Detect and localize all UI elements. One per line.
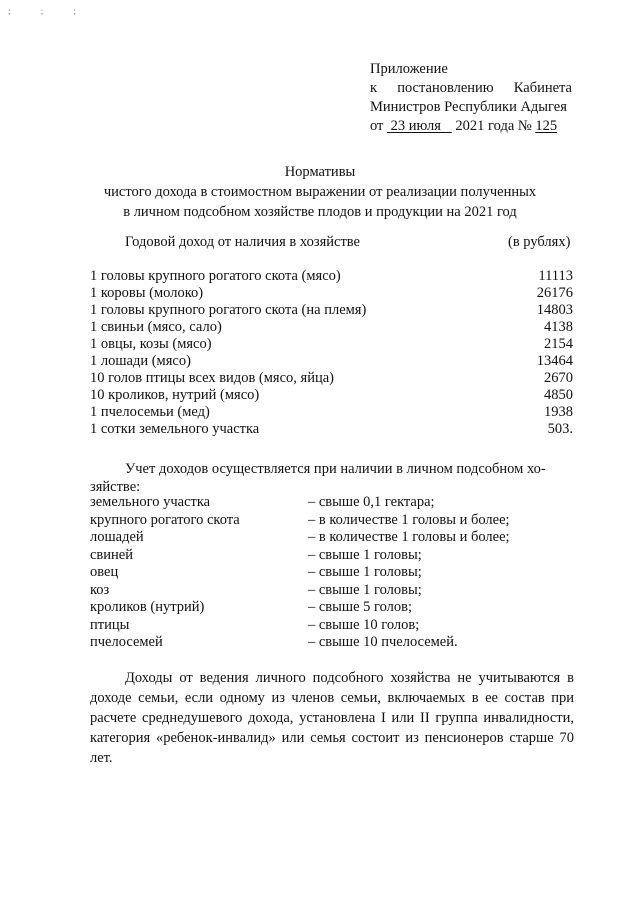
condition-row — [90, 529, 574, 547]
scan-marks: ; ; ; — [8, 6, 91, 16]
row-value: 4850 — [544, 387, 573, 403]
row-item: 1 коровы (молоко) — [90, 285, 204, 301]
table-header-income: Годовой доход от наличия в хозяйстве — [125, 234, 360, 250]
row-value: 26176 — [536, 285, 573, 301]
condition-name: коз — [90, 581, 110, 598]
condition-row — [90, 634, 574, 652]
row-item: 1 лошади (мясо) — [90, 353, 191, 369]
row-item: 1 головы крупного рогатого скота (мясо) — [90, 268, 341, 284]
condition-row — [90, 494, 574, 512]
table-row — [90, 404, 573, 421]
condition-name: крупного рогатого скота — [90, 511, 240, 528]
row-item: 1 свиньи (мясо, сало) — [90, 319, 222, 335]
condition-rule: – в количестве 1 головы и более; — [308, 529, 510, 545]
condition-name: лошадей — [90, 529, 144, 545]
condition-rule: – свыше 1 головы; — [308, 546, 422, 563]
accounting-conditions — [90, 494, 574, 652]
row-value: 2154 — [544, 336, 573, 352]
table-row — [90, 370, 573, 387]
condition-rule: – свыше 1 головы; — [308, 564, 422, 580]
appendix-ministers: Министров Республики Адыгея — [370, 99, 567, 115]
condition-name: птицы — [90, 616, 130, 633]
condition-rule: – свыше 1 головы; — [308, 581, 422, 598]
title-line-1: Нормативы — [284, 164, 356, 180]
title-line-2: чистого дохода в стоимостном выражении от реализации полученных — [103, 184, 537, 200]
condition-rule: – свыше 10 голов; — [308, 616, 420, 633]
condition-row — [90, 599, 574, 617]
row-item: 1 пчелосемьи (мед) — [90, 404, 210, 420]
condition-row — [90, 617, 574, 635]
appendix-resolution: постановлению — [397, 80, 494, 96]
table-header-units: (в рублях) — [508, 234, 571, 250]
condition-name: пчелосемей — [90, 634, 163, 650]
condition-row — [90, 564, 574, 582]
table-row — [90, 387, 573, 404]
table-row — [90, 319, 573, 336]
condition-row — [90, 547, 574, 565]
row-item: 1 головы крупного рогатого скота (на племя) — [90, 302, 367, 318]
income-table — [90, 268, 573, 438]
table-row — [90, 285, 573, 302]
table-row — [90, 353, 573, 370]
row-value: 2670 — [544, 370, 573, 386]
row-item: 1 овцы, козы (мясо) — [90, 336, 212, 352]
condition-row — [90, 512, 574, 530]
row-value: 4138 — [544, 319, 573, 335]
document-title — [60, 162, 580, 222]
resolution-number: 125 — [535, 118, 558, 134]
accounting-intro-line-1: Учет доходов осуществляется при наличии в личном подсобном хо- — [125, 461, 546, 477]
resolution-year: 2021 года № — [455, 118, 532, 134]
table-row — [90, 421, 573, 438]
table-row — [90, 302, 573, 319]
row-value: 13464 — [536, 353, 573, 369]
title-line-3: в личном подсобном хозяйстве плодов и продукции на 2021 год — [123, 204, 517, 220]
row-item: 1 сотки земельного участка — [90, 421, 260, 437]
condition-name: свиней — [90, 546, 133, 563]
accounting-intro — [90, 461, 574, 496]
table-row — [90, 336, 573, 353]
condition-rule: – свыше 5 голов; — [308, 599, 413, 615]
row-value: 503. — [547, 421, 573, 437]
row-item: 10 голов птицы всех видов (мясо, яйца) — [90, 370, 334, 386]
condition-rule: – свыше 0,1 гектара; — [308, 494, 435, 510]
row-value: 1938 — [544, 404, 573, 420]
appendix-from: от — [370, 118, 384, 134]
disability-exception-paragraph: Доходы от ведения личного подсобного хозяйства не учитываются в доходе семьи, если одному из членов семьи, включаемых в ее состав при расчете среднедушевого дохода, установлена I или II группа инвалидности, категория «ребенок-инвалид» или семья состоит из пенсионеров старше 70 лет. — [90, 670, 574, 766]
appendix-label: Приложение — [370, 61, 448, 77]
appendix-date-line — [370, 117, 572, 136]
appendix-to: к — [370, 80, 378, 96]
table-row — [90, 268, 573, 285]
condition-name: кроликов (нутрий) — [90, 599, 205, 615]
condition-row — [90, 582, 574, 600]
appendix-line-2 — [370, 79, 572, 98]
appendix-cabinet: Кабинета — [513, 80, 572, 96]
condition-name: земельного участка — [90, 494, 211, 510]
condition-rule: – свыше 10 пчелосемей. — [308, 634, 458, 650]
appendix-header — [370, 60, 572, 136]
row-item: 10 кроликов, нутрий (мясо) — [90, 387, 260, 403]
row-value: 14803 — [536, 302, 573, 318]
row-value: 11113 — [538, 268, 573, 284]
accounting-intro-line-2: зяйстве: — [90, 478, 141, 495]
condition-rule: – в количестве 1 головы и более; — [308, 511, 510, 528]
resolution-date: 23 июля — [390, 118, 441, 134]
condition-name: овец — [90, 564, 119, 580]
